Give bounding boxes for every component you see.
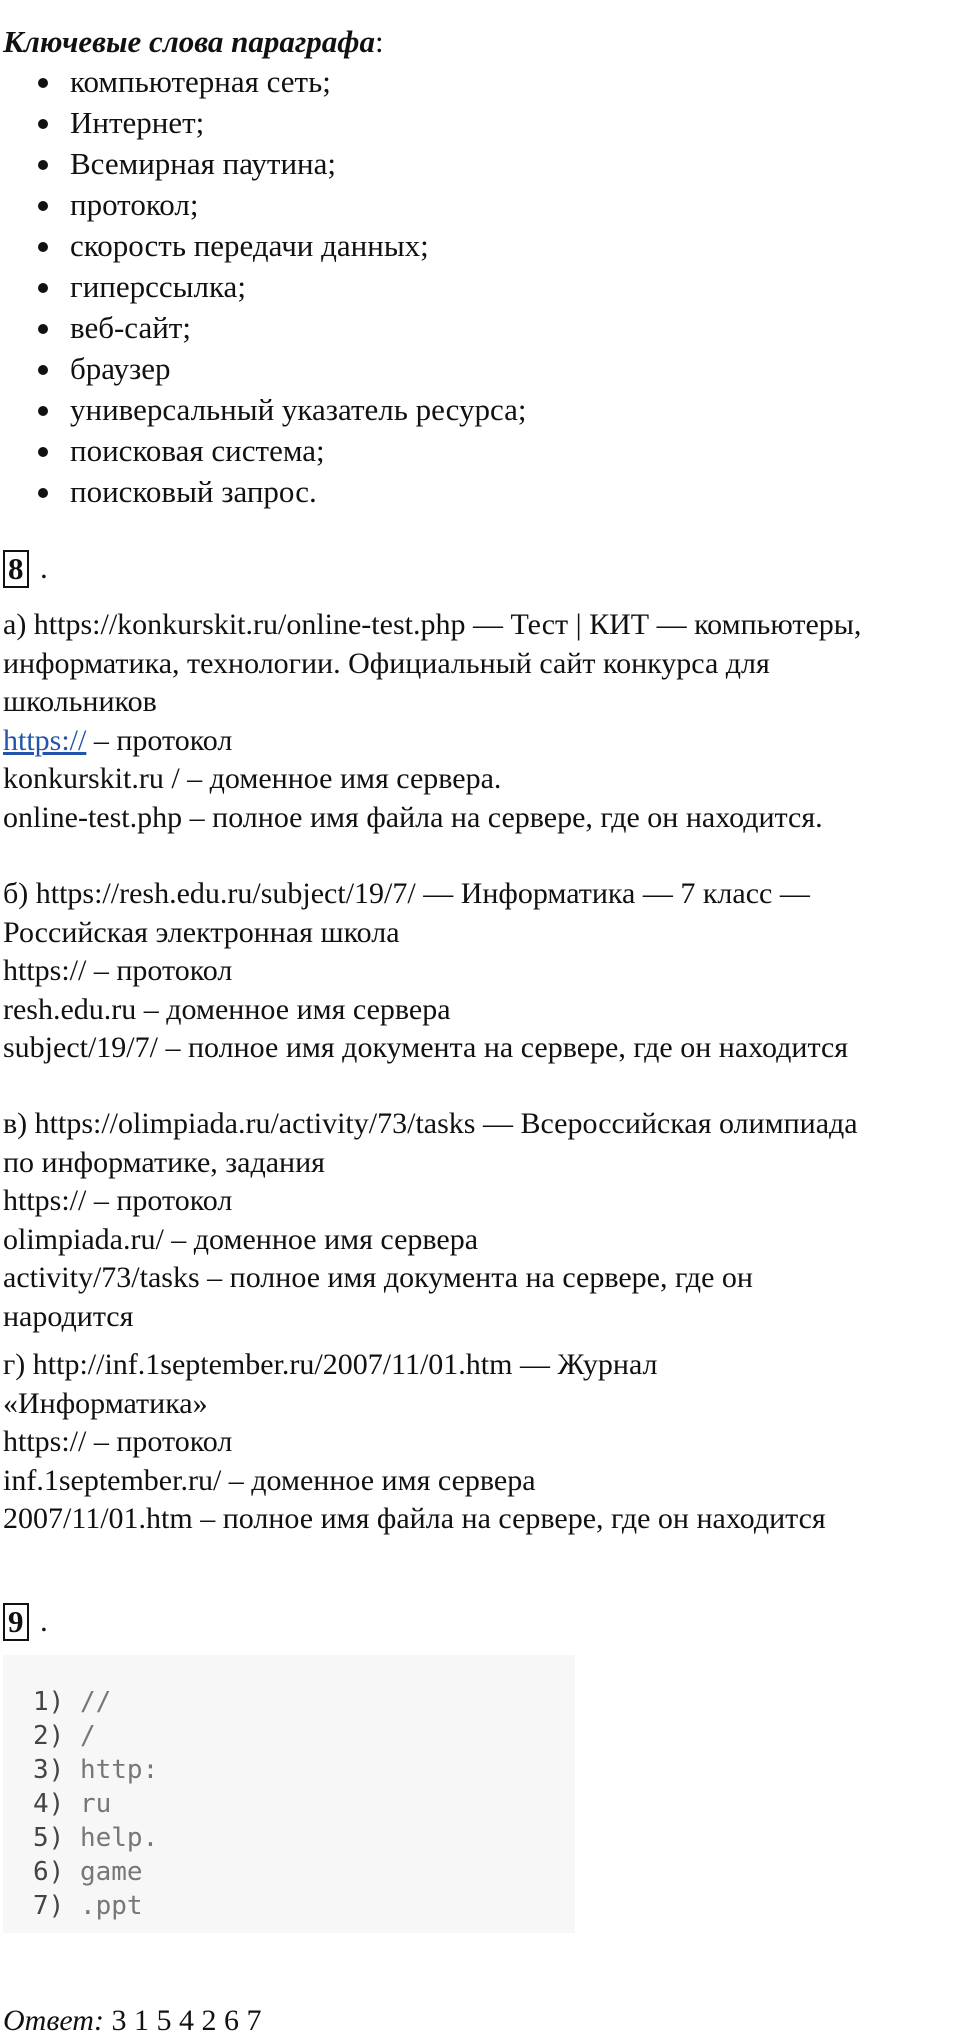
answer-label: Ответ: [3,2004,104,2037]
task-8b-block [3,875,958,1068]
task-8a-protocol-line [3,722,958,761]
task-8b-file: subject/19/7/ – полное имя документа на сервере, где он находится [3,1031,849,1064]
keyword-item: браузер [0,351,527,392]
task-8a-line: школьников [3,685,157,718]
keyword-item: протокол; [0,187,527,228]
keywords-heading [3,24,384,60]
code-line: 1) // [33,1687,112,1717]
code-line: 3) http: [33,1755,159,1785]
task-8d-domain: inf.1september.ru/ – доменное имя сервера [3,1463,536,1497]
protocol-link[interactable]: https:// [3,723,87,757]
task-8b-line: б) https://resh.edu.ru/subject/19/7/ — Информатика — 7 класс — [3,877,810,910]
code-line: 2) / [33,1721,96,1751]
task-8d-line: г) http://inf.1september.ru/2007/11/01.htm — Журнал [3,1348,658,1381]
keyword-item: поисковый запрос. [0,474,527,515]
task-8b-protocol: https:// – протокол [3,954,233,987]
code-line: 4) ru [33,1789,112,1819]
task-8d-block [3,1346,958,1539]
task-8c-block [3,1105,958,1336]
task-8a-line: а) https://konkurskit.ru/online-test.php — Тест | КИТ — компьютеры, [3,608,862,641]
task-8c-domain: olimpiada.ru/ – доменное имя сервера [3,1222,479,1256]
task-8c-file: activity/73/tasks – полное имя документа на сервере, где он [3,1261,753,1294]
code-line: 7) .ppt [33,1891,143,1921]
task-8a-block [3,606,958,837]
task-8d-file: 2007/11/01.htm – полное имя файла на сервере, где он находится [3,1502,826,1535]
code-line: 6) game [33,1857,143,1887]
task-8-dot: . [40,550,48,585]
keywords-list [0,64,527,515]
task-8c-line: в) https://olimpiada.ru/activity/73/tasks — Всероссийская олимпиада [3,1107,858,1140]
protocol-text: – протокол [86,723,233,757]
task-8a-file: online-test.php – полное имя файла на сервере, где он находится. [3,800,823,834]
task-8b-line: Российская электронная школа [3,915,400,949]
task-9-code-image [3,1655,575,1933]
code-line: 5) help. [33,1823,159,1853]
keyword-item: Всемирная паутина; [0,146,527,187]
keyword-item: компьютерная сеть; [0,64,527,105]
task-8a-domain: konkurskit.ru / – доменное имя сервера. [3,762,502,795]
keyword-item: поисковая система; [0,433,527,474]
task-8-number: 8 [3,550,29,588]
task-9-answer [3,2003,261,2039]
task-8c-file: народится [3,1299,134,1333]
keyword-item: Интернет; [0,105,527,146]
task-8b-domain: resh.edu.ru – доменное имя сервера [3,992,451,1026]
keyword-item: гиперссылка; [0,269,527,310]
keyword-item: скорость передачи данных; [0,228,527,269]
task-8c-line: по информатике, задания [3,1145,325,1179]
answer-value: 3 1 5 4 2 6 7 [103,2004,262,2037]
keyword-item: веб-сайт; [0,310,527,351]
task-9-dot: . [40,1603,48,1638]
task-9-number: 9 [3,1603,29,1641]
keyword-item: универсальный указатель ресурса; [0,392,527,433]
task-8d-protocol: https:// – протокол [3,1425,233,1458]
task-8c-protocol: https:// – протокол [3,1184,233,1217]
keywords-heading-text: Ключевые слова параграфа [3,24,375,59]
task-8d-line: «Информатика» [3,1386,208,1420]
task-8a-line: информатика, технологии. Официальный сайт конкурса для [3,646,770,680]
keywords-heading-colon: : [375,24,384,59]
